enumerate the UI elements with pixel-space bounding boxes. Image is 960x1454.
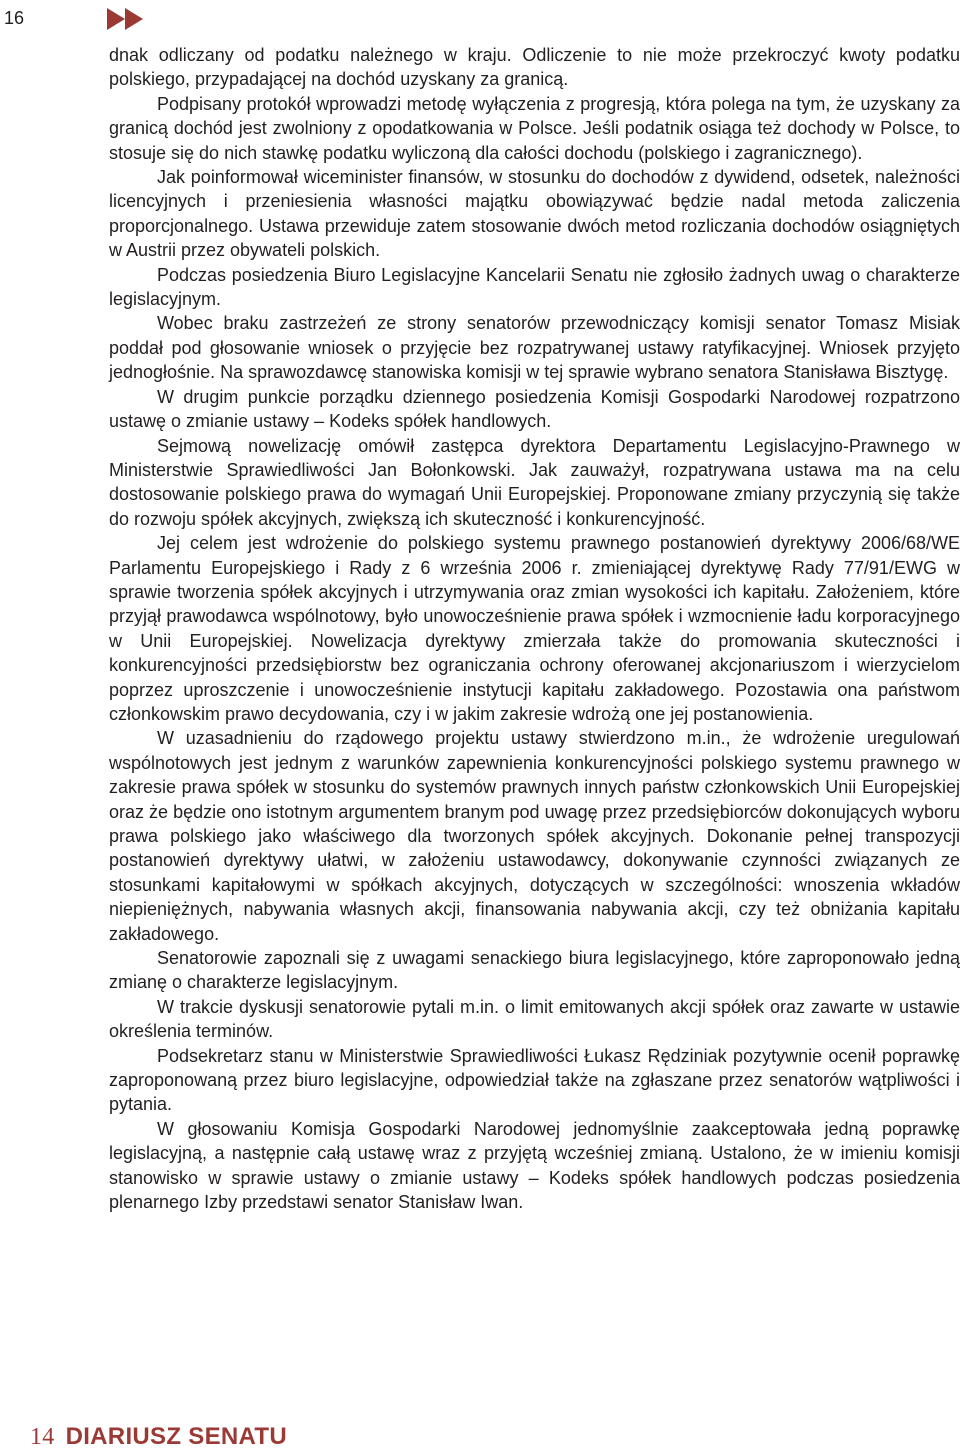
paragraph: Podpisany protokół wprowadzi metodę wyłączenia z progresją, która polega na tym, że uzyskany za granicą dochód jest zwolniony z opodatkowania w Polsce. Jeśli podatnik osiąga też dochody w Polsce, to stosuje się do nich stawkę podatku wyliczoną dla całości dochodu (polskiego i zagranicznego). bbox=[109, 93, 960, 163]
paragraph: Podczas posiedzenia Biuro Legislacyjne Kancelarii Senatu nie zgłosiło żadnych uwag o charakterze legislacyjnym. bbox=[109, 264, 960, 310]
paragraph: W uzasadnieniu do rządowego projektu ustawy stwierdzono m.in., że wdrożenie uregulowań wspólnotowych jest jednym z warunków zapewnienia konkurencyjności polskiego systemu prawnego w zakresie prawa spółek w stosunku do systemów prawnych innych państw członkowskich Unii Europejskiej oraz że będzie ono istotnym argumentem branym pod uwagę przez przedsiębiorców dokonujących wyboru prawa polskiego jako właściwego dla tworzonych spółek akcyjnych. Dokonanie pełnej transpozycji postanowień dyrektywy ułatwi, w założeniu ustawodawcy, dokonywanie czynności związanych ze stosunkami kapitałowymi w spółkach akcyjnych, dotyczących w szczególności: wnoszenia wkładów niepieniężnych, nabywania własnych akcji, finansowania nabywania akcji, czy też obniżania kapitału zakładowego. bbox=[109, 728, 960, 944]
paragraph: Podsekretarz stanu w Ministerstwie Sprawiedliwości Łukasz Rędziniak pozytywnie ocenił poprawkę zaproponowaną przez biuro legislacyjne, odpowiedział także na zgłaszane przez senatorów wątpliwości i pytania. bbox=[109, 1045, 960, 1115]
paragraph: W głosowaniu Komisja Gospodarki Narodowej jednomyślnie zaakceptowała jedną poprawkę legislacyjną, a następnie całą ustawę wraz z przyjętą wcześniej zmianą. Ustalono, że w imieniu komisji stanowisko w sprawie ustawy o zmianie ustawy – Kodeks spółek handlowych podczas posiedzenia plenarnego Izby przedstawi senator Stanisław Iwan. bbox=[109, 1118, 960, 1213]
paragraph: dnak odliczany od podatku należnego w kraju. Odliczenie to nie może przekroczyć kwoty podatku polskiego, przypadającej na dochód uzyskany za granicą. bbox=[109, 45, 960, 90]
page-number: 16 bbox=[4, 8, 25, 28]
footer bbox=[30, 1423, 287, 1451]
paragraph: Senatorowie zapoznali się z uwagami senackiego biura legislacyjnego, które zaproponowało jedną zmianę o charakterze legislacyjnym. bbox=[109, 948, 960, 993]
paragraph: Jej celem jest wdrożenie do polskiego systemu prawnego postanowień dyrektywy 2006/68/WE Parlamentu Europejskiego i Rady z 6 września 2006 r. zmieniającej dyrektywę Rady 77/91/EWG w sprawie tworzenia spółek akcyjnych i utrzymywania oraz zmian wysokości ich kapitału. Założeniem, które przyjął prawodawca wspólnotowy, było unowocześnienie prawa spółek i wzmocnienie ładu korporacyjnego w Unii Europejskiej. Nowelizacja dyrektywy zmierzała także do promowania skuteczności i konkurencyjności przedsiębiorstw bez ograniczania ochrony oferowanej akcjonariuszom i wierzycielom poprzez uproszczenie i unowocześnienie instytucji kapitału zakładowego. Pozostawia ona państwom członkowskim prawo decydowania, czy i w jakim zakresie wdrożą one jej postanowienia. bbox=[109, 533, 960, 724]
paragraph: W drugim punkcie porządku dziennego posiedzenia Komisji Gospodarki Narodowej rozpatrzono ustawę o zmianie ustawy – Kodeks spółek handlowych. bbox=[109, 386, 960, 432]
paragraph: Wobec braku zastrzeżeń ze strony senatorów przewodniczący komisji senator Tomasz Misiak poddał pod głosowanie wniosek o przyjęcie bez rozpatrywanej ustawy ratyfikacyjnej. Wniosek przyjęto jednogłośnie. Na sprawozdawcę stanowiska komisji w tej sprawie wybrano senatora Stanisława Bisztygę. bbox=[109, 313, 960, 383]
paragraph: W trakcie dyskusji senatorowie pytali m.in. o limit emitowanych akcji spółek oraz zawarte w ustawie określenia terminów. bbox=[109, 996, 960, 1042]
article-body bbox=[109, 43, 960, 1215]
footer-publication-title: DIARIUSZ SENATU bbox=[65, 1423, 287, 1450]
double-arrow-right-icon bbox=[107, 8, 147, 30]
paragraph: Sejmową nowelizację omówił zastępca dyrektora Departamentu Legislacyjno-Prawnego w Ministerstwie Sprawiedliwości Jan Bołonkowski. Jak zauważył, rozpatrywana ustawa ma na celu dostosowanie polskiego prawa do wymagań Unii Europejskiej. Proponowane zmiany przyczynią się także do rozwoju spółek akcyjnych, zwiększą ich skuteczność i konkurencyjność. bbox=[109, 435, 960, 529]
footer-page-number: 14 bbox=[30, 1424, 55, 1450]
paragraph: Jak poinformował wiceminister finansów, w stosunku do dochodów z dywidend, odsetek, należności licencyjnych i przeniesienia własności majątku obowiązywać będzie nadal metoda zaliczenia proporcjonalnego. Ustawa przewiduje zatem stosowanie dwóch metod rozliczania dochodów osiągniętych w Austrii przez obywateli polskich. bbox=[109, 167, 960, 261]
